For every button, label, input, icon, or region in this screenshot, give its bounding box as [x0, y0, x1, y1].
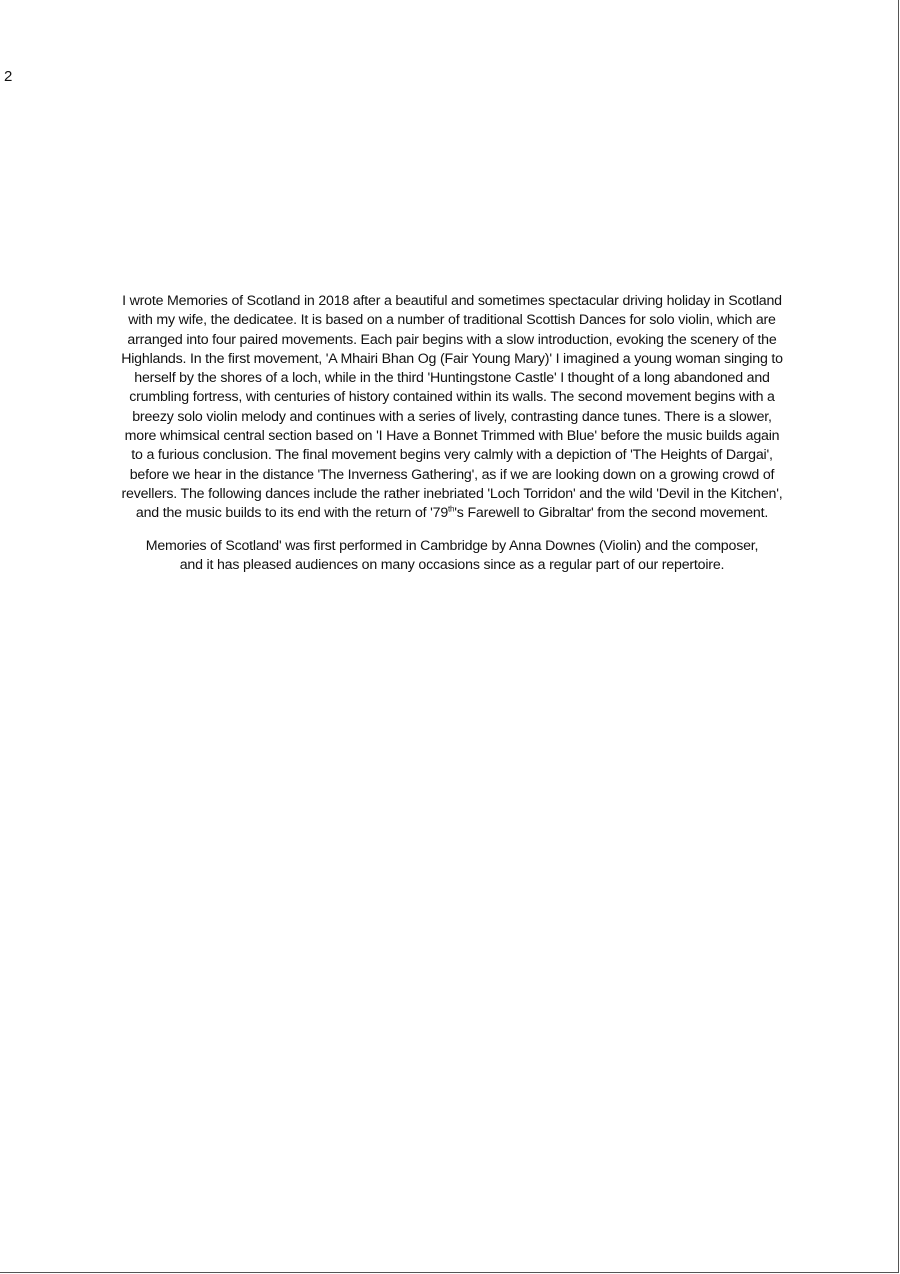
text-line: Highlands. In the first movement, 'A Mhairi Bhan Og (Fair Young Mary)' I imagined a young woman singing to	[121, 350, 783, 367]
text-line: arranged into four paired movements. Each pair begins with a slow introduction, evoking the scenery of the	[127, 331, 777, 348]
programme-note	[44, 292, 860, 575]
paragraph-2	[44, 537, 860, 576]
text-line: and it has pleased audiences on many occasions since as a regular part of our repertoire.	[179, 556, 725, 573]
text-line: more whimsical central section based on 'I Have a Bonnet Trimmed with Blue' before the music builds again	[124, 428, 780, 445]
text-line: I wrote Memories of Scotland in 2018 after a beautiful and sometimes spectacular driving holiday in Scotland	[122, 293, 782, 309]
text-line: Memories of Scotland' was first performed in Cambridge by Anna Downes (Violin) and the composer,	[145, 537, 759, 554]
text-line: breezy solo violin melody and continues with a series of lively, contrasting dance tunes. There is a slower,	[132, 408, 772, 425]
text-line: revellers. The following dances include the rather inebriated 'Loch Torridon' and the wild 'Devil in the Kitchen',	[121, 485, 783, 502]
text-line: crumbling fortress, with centuries of history contained within its walls. The second movement begins with a	[129, 389, 775, 406]
page-number: 2	[4, 68, 13, 85]
text-line: with my wife, the dedicatee. It is based on a number of traditional Scottish Dances for solo violin, which are	[128, 312, 776, 329]
text-line: before we hear in the distance 'The Inverness Gathering', as if we are looking down on a growing crowd of	[129, 466, 775, 483]
ordinal-superscript: th	[448, 504, 455, 514]
text-line: to a furious conclusion. The final movement begins very calmly with a depiction of 'The Heights of Dargai',	[131, 447, 773, 464]
text-line: herself by the shores of a loch, while in the third 'Huntingstone Castle' I thought of a long abandoned and	[134, 370, 770, 387]
text-line-last	[44, 504, 860, 523]
text-segment: 's Farewell to Gibraltar' from the second movement.	[454, 505, 769, 522]
text-segment: and the music builds to its end with the return of '79	[135, 505, 449, 522]
paragraph-1	[44, 292, 860, 524]
